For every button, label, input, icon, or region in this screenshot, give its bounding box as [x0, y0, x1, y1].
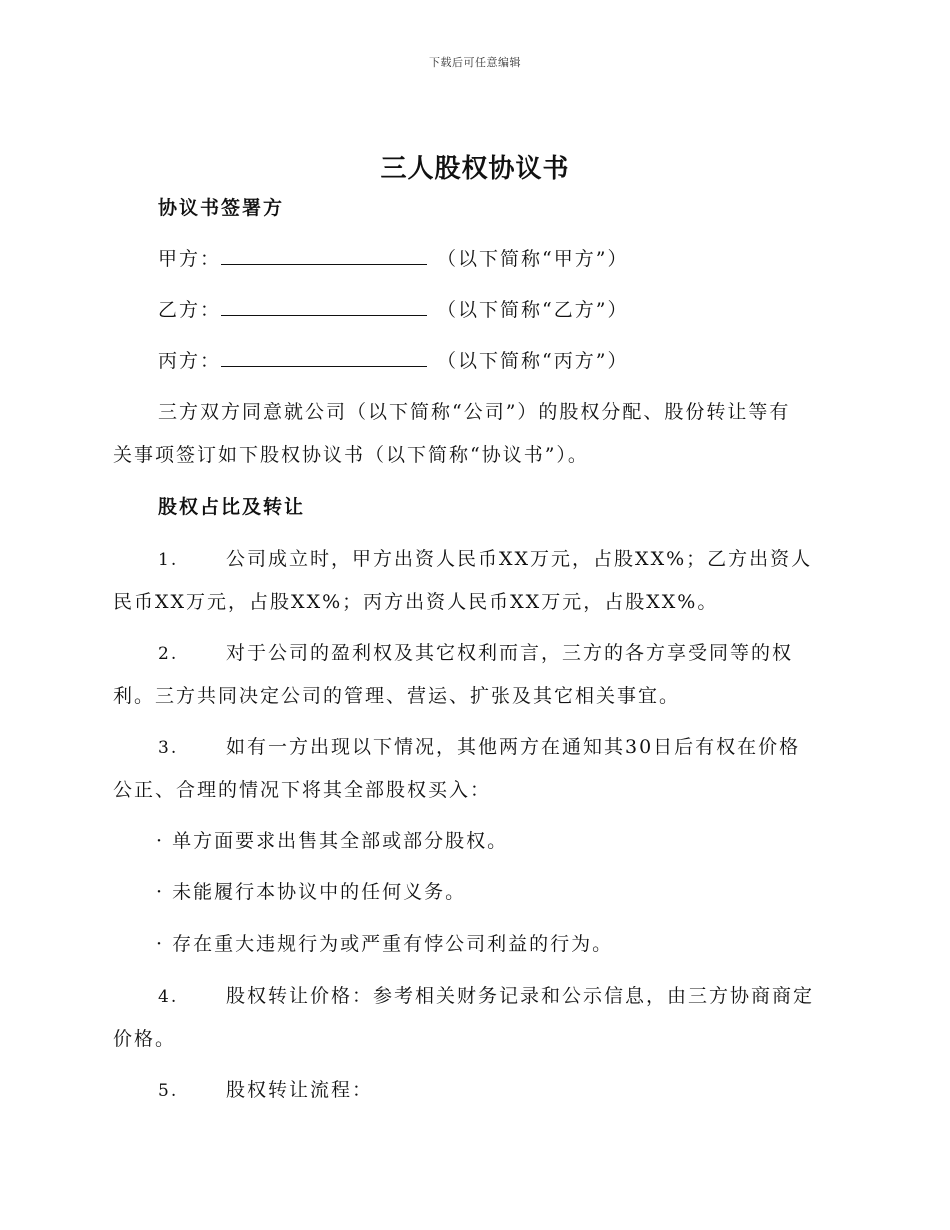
party-label: 丙方： — [158, 350, 222, 372]
clause-number: 3. — [158, 738, 179, 758]
party-suffix: （以下简称“丙方”） — [437, 350, 629, 372]
clause-text: 对于公司的盈利权及其它权利而言，三方的各方享受同等的权 — [226, 642, 794, 664]
clause-line: 利。三方共同决定公司的管理、营运、扩张及其它相关事宜。 — [113, 685, 681, 707]
party-row — [158, 297, 628, 322]
clause-line — [158, 735, 800, 760]
clause-text: 如有一方出现以下情况，其他两方在通知其30日后有权在价格 — [226, 736, 801, 758]
clause-number: 4. — [158, 987, 179, 1007]
intro-line: 三方双方同意就公司（以下简称“公司”）的股权分配、股份转让等有 — [158, 401, 791, 423]
party-suffix: （以下简称“乙方”） — [437, 299, 629, 321]
clause-number: 1. — [158, 550, 179, 570]
clause-text: 公司成立时，甲方出资人民币XX万元，占股XX%；乙方出资人 — [226, 548, 813, 570]
clause-line: 民币XX万元，占股XX%；丙方出资人民币XX万元，占股XX%。 — [113, 591, 719, 613]
signatories-heading: 协议书签署方 — [158, 197, 285, 219]
party-name-blank[interactable] — [221, 246, 427, 265]
clause-text: 股权转让流程： — [226, 1079, 374, 1101]
clause-number: 2. — [158, 644, 179, 664]
party-row — [158, 246, 628, 271]
document-title: 三人股权协议书 — [380, 154, 570, 184]
section-heading: 股权占比及转让 — [158, 496, 306, 518]
bullet-item: · 单方面要求出售其全部或部分股权。 — [156, 830, 509, 852]
clause-text: 股权转让价格：参考相关财务记录和公示信息，由三方协商商定 — [226, 985, 815, 1007]
party-label: 甲方： — [158, 248, 222, 270]
clause-line — [158, 1078, 373, 1103]
clause-line: 价格。 — [113, 1028, 177, 1050]
bullet-item: · 未能履行本协议中的任何义务。 — [156, 881, 467, 903]
intro-line: 关事项签订如下股权协议书（以下简称“协议书”）。 — [113, 444, 589, 466]
clause-line — [158, 641, 793, 666]
party-row — [158, 348, 628, 373]
party-label: 乙方： — [158, 299, 222, 321]
clause-line: 公正、合理的情况下将其全部股权买入： — [113, 779, 492, 801]
party-name-blank[interactable] — [221, 297, 427, 316]
clause-number: 5. — [158, 1081, 179, 1101]
clause-line — [158, 984, 814, 1009]
party-name-blank[interactable] — [221, 348, 427, 367]
bullet-item: · 存在重大违规行为或严重有悖公司利益的行为。 — [156, 933, 614, 955]
clause-line — [158, 547, 812, 572]
header-note: 下载后可任意编辑 — [429, 56, 521, 69]
party-suffix: （以下简称“甲方”） — [437, 248, 629, 270]
